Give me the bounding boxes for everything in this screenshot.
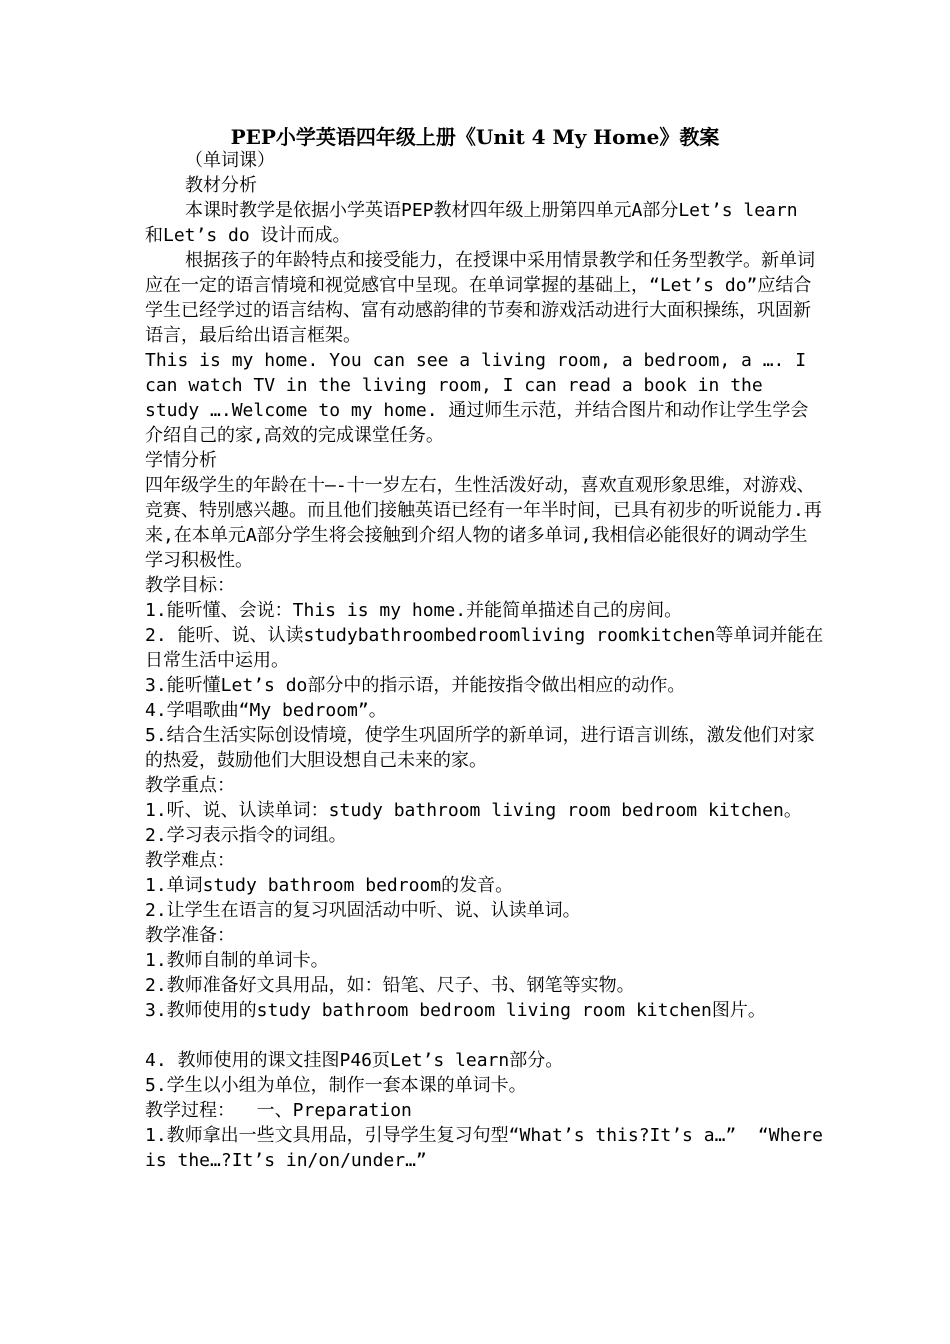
list-item: 5.学生以小组为单位，制作一套本课的单词卡。 [145,1075,527,1096]
list-item: 1.能听懂、会说：This is my home.并能简单描述自己的房间。 [145,600,683,621]
paragraph: This is my home. You can see a living room, a bedroom, a …. I can watch TV in the living room, I can read a book in the study ….Welcome to my home. 通过师生示范，并结合图片和动作让学生学会介绍自己的家,高效的完成课堂任务。 [145,350,809,446]
list-item: 2.学习表示指令的词组。 [145,825,347,846]
section-heading: 教学准备： [145,925,235,946]
section-heading: 教材分析 [185,175,257,196]
subtitle-line: （单词课） [185,150,275,171]
paragraph: 四年级学生的年龄在十—-十一岁左右，生性活泼好动，喜欢直观形象思维，对游戏、竞赛、特别感兴趣。而且他们接触英语已经有一年半时间，已具有初步的听说能力.再来,在本单元A部分学生将会接触到介绍人物的诸多单词,我相信必能很好的调动学生学习积极性。 [145,475,822,571]
section-heading: 教学难点： [145,850,235,871]
list-item: 1.单词study bathroom bedroom的发音。 [145,875,514,896]
section-heading: 学情分析 [145,450,217,471]
list-item: 4.学唱歌曲“My bedroom”。 [145,700,387,721]
list-item: 1.听、说、认读单词：study bathroom living room bedroom kitchen。 [145,800,802,821]
list-item: 3.能听懂Let’s do部分中的指示语，并能按指令做出相应的动作。 [145,675,686,696]
blank-line [145,1023,825,1048]
list-item: 4. 教师使用的课文挂图P46页Let’s learn部分。 [145,1050,564,1071]
list-item: 3.教师使用的study bathroom bedroom living room kitchen图片。 [145,1000,766,1021]
list-item: 1.教师自制的单词卡。 [145,950,329,971]
document-body [145,148,834,1173]
document-title: PEP小学英语四年级上册《Unit 4 My Home》教案 [230,125,720,149]
section-heading: 教学过程： 一、Preparation [145,1100,412,1121]
section-heading: 教学目标： [145,575,235,596]
list-item: 5.结合生活实际创设情境，使学生巩固所学的新单词，进行语言训练，激发他们对家的热爱，鼓励他们大胆设想自己未来的家。 [145,725,815,771]
paragraph: 根据孩子的年龄特点和接受能力，在授课中采用情景教学和任务型教学。新单词应在一定的语言情境和视觉感官中呈现。在单词掌握的基础上，“Let’s do”应结合学生已经学过的语言结构、富有动感韵律的节奏和游戏活动进行大面积操练，巩固新语言，最后给出语言框架。 [145,250,815,346]
paragraph: 本课时教学是依据小学英语PEP教材四年级上册第四单元A部分Let’s learn 和Let’s do 设计而成。 [145,200,798,246]
list-item: 2.教师准备好文具用品，如：铅笔、尺子、书、钢笔等实物。 [145,975,635,996]
list-item: 1.教师拿出一些文具用品，引导学生复习句型“What’s this?It’s a…” “Where is the…?It’s in/on/under…” [145,1125,834,1171]
section-heading: 教学重点： [145,775,235,796]
list-item: 2.让学生在语言的复习巩固活动中听、说、认读单词。 [145,900,581,921]
list-item: 2. 能听、说、认读studybathroombedroomliving roomkitchen等单词并能在日常生活中运用。 [145,625,824,671]
